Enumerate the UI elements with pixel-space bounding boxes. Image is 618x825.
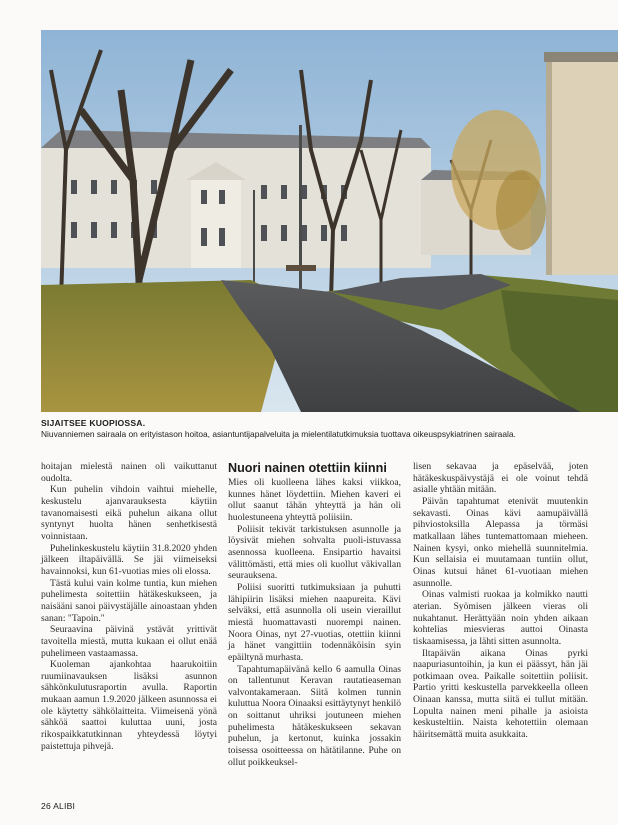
- caption-text: Niuvanniemen sairaala on erityistason hoitoa, asiantuntijapalveluita ja mielentilatutkimuksia tuottava oikeuspsykiatrinen sairaala.: [41, 429, 516, 439]
- article-column-2: [228, 461, 401, 768]
- article-column-3: [413, 461, 588, 741]
- paragraph: Tästä kului vain kolme tuntia, kun miehen puhelimesta soitettiin hätäkeskukseen, ja naisääni sanoi päivystäjälle ainoastaan yhden sanan: "Tapoin.": [41, 577, 217, 624]
- caption-title: SIJAITSEE KUOPIOSSA.: [41, 418, 146, 428]
- page-footer: 26 ALIBI: [41, 801, 76, 811]
- photo-caption: [41, 418, 601, 440]
- section-heading: Nuori nainen otettiin kiinni: [228, 461, 387, 475]
- article-column-1: [41, 461, 217, 752]
- hospital-photo: [41, 30, 618, 412]
- paragraph: Poliisit tekivät tarkistuksen asunnolle ja löysivät miehen sohvalta puoli-istuvassa asennossa kuolleena. Ensipartio havaitsi välittömästi, että mies oli kuollut väkivallan seurauksena.: [228, 523, 401, 582]
- paragraph: Oinas valmisti ruokaa ja kolmikko nautti aterian. Syömisen jälkeen vieras oli nukahtanut. Herättyään noin yhden aikaan kohtelias miesvieras auttoi Oinasta tiskaamisessa, ja lähti sitten asunnolta.: [413, 589, 588, 647]
- paragraph: Puhelinkeskustelu käytiin 31.8.2020 yhden jälkeen iltapäivällä. Se jäi viimeiseksi havainnoksi, kun 61-vuotias mies oli elossa.: [41, 542, 217, 577]
- paragraph: Päivän tapahtumat etenivät muutenkin sekavasti. Oinas kävi aamupäivällä pihviostoksilla Alepassa ja törmäsi matkallaan lähes tuntemattomaan mieheen. Nainen kysyi, onko miehellä suunnitelmia. Kun sellaisia ei muutamaan tuntiin ollut, Oinas kutsui hänet 61-vuotiaan miehen asunnolle.: [413, 495, 588, 589]
- paragraph: Mies oli kuolleena lähes kaksi viikkoa, kunnes hänet löydettiin. Miehen kaveri ei ollut saanut tähän yhteyttä ja hän oli huolestuneena yhteyttä poliisiin.: [228, 477, 401, 523]
- paragraph: Poliisi suoritti tutkimuksiaan ja puhutti lähipiirin lisäksi miehen naapureita. Kävi selväksi, että asunnolla oli usein vieraillut miestä huomattavasti nuorempi nainen. Noora Oinas, nyt 27-vuotias, otettiin kiinni ja hänet vangittiin todennäköisin syin epäiltynä murhasta.: [228, 581, 401, 663]
- paragraph: Kuoleman ajankohtaa haarukoitiin ruumiinavauksen lisäksi asunnon sähkönkulutusraportin avulla. Raportin mukaan aamun 1.9.2020 jälkeen asunnossa ei ole käytetty sähkölaitteita. Viimeisenä yönä sähköä saattoi kuluttaa uuni, josta rikospaikkatutkinnan yhteydessä löytyi paistettuja pihvejä.: [41, 659, 217, 752]
- paragraph: Tapahtumapäivänä kello 6 aamulla Oinas on tallentunut Keravan rautatieaseman valvontakameraan. Siitä kolmen tunnin kuluttua Noora Oinaaksi esittäytynyt henkilö on soittanut uhriksi joutuneen miehen puhelimesta hätäkeskukseen sekavan puhelun, ja kertonut, kuinka jossakin toisessa osoitteessa on hätätilanne. Puhe on ollut poikkeuksel-: [228, 663, 401, 768]
- paragraph: lisen sekavaa ja epäselvää, joten hätäkeskuspäivystäjä ei ole voinut tehdä asialle yhtään mitään.: [413, 461, 588, 496]
- paragraph: Seuraavina päivinä ystävät yrittivät tavoitella miestä, mutta kukaan ei ollut enää puhelimeen vastaamassa.: [41, 624, 217, 659]
- paragraph: hoitajan mielestä nainen oli vaikuttanut oudolta.: [41, 461, 217, 484]
- paragraph: Iltapäivän aikana Oinas pyrki naapuriasuntoihin, ja kun ei päässyt, hän jäi potkimaan ovea. Paikalle soitettiin poliisit. Partio yritti keskustella parvekkeella olleen Oinaan kanssa, mutta siitä ei tullut mitään. Lopulta nainen meni pihalle ja asioista keskusteltiin. Naista kehotettiin olemaan häiritsemättä muita asukkaita.: [413, 647, 588, 741]
- paragraph: Kun puhelin vihdoin vaihtui miehelle, keskustelu ajanvarauksesta käytiin tavanomaisesti eikä puhelun aikana ollut syntynyt huolta hänen senhetkisestä voinnistaan.: [41, 484, 217, 542]
